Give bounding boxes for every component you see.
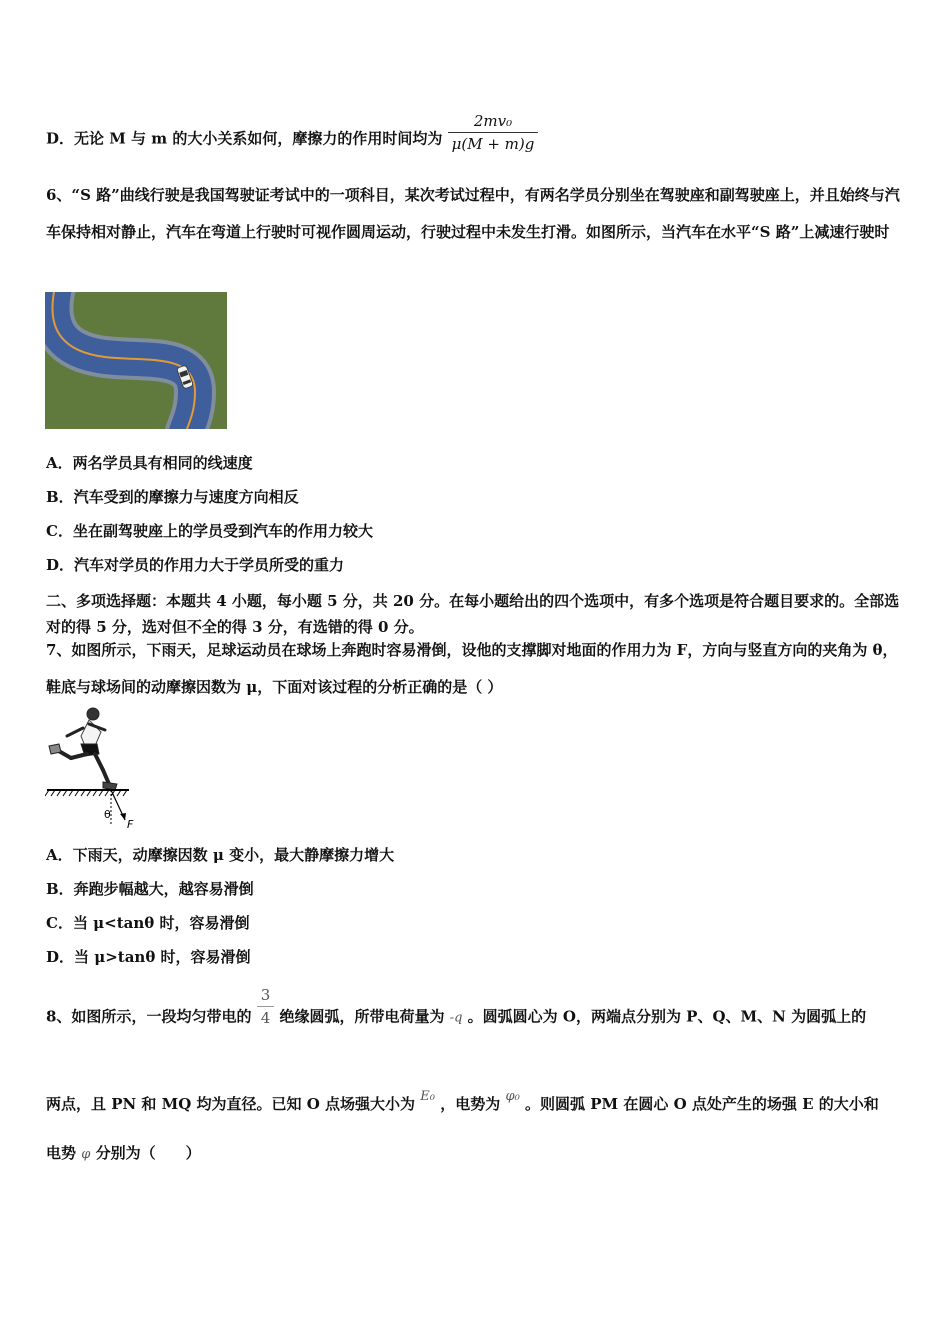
q8-line-1 [46,986,867,1029]
fraction-numerator: 3 [257,984,275,1007]
section2-header: 二、多项选择题：本题共 4 小题，每小题 5 分，共 20 分。在每小题给出的四个选项中，有多个选项是符合题目要求的。全部选对的得 5 分，选对但不全的得 3 分，有选错的得 0 分。 [46,592,900,636]
q7-option-d: D．当 μ>tanθ 时，容易滑倒 [46,948,251,966]
q8-text-2a: 两点，且 PN 和 MQ 均为直径。已知 O 点场强大小为 [46,1095,416,1113]
q8-text-1b: 绝缘圆弧，所带电荷量为 [279,1007,445,1026]
q8-text-1a: 8、如图所示，一段均匀带电的 [46,1007,252,1026]
s-road-figure [45,292,227,429]
q8-phi0: φ₀ [505,1089,520,1104]
q8-phi: φ [81,1147,91,1162]
fraction-denominator: μ(M + m)g [451,135,535,153]
q8-text-3b: 分别为（ ） [95,1144,201,1162]
q8-text-1c: 。圆弧圆心为 O，两端点分别为 P、Q、M、N 为圆弧上的 [467,1007,867,1026]
q8-text-2b: ，电势为 [440,1095,501,1113]
q8-text-2c: 。则圆弧 PM 在圆心 O 点处产生的场强 E 的大小和 [525,1095,879,1113]
force-label: F [127,818,134,831]
runner-figure [45,706,145,832]
q7-option-a: A．下雨天，动摩擦因数 μ 变小，最大静摩擦力增大 [46,846,395,864]
q6-stem: 6、“S 路”曲线行驶是我国驾驶证考试中的一项科目，某次考试过程中，有两名学员分别坐在驾驶座和副驾驶座上，并且始终与汽车保持相对静止，汽车在弯道上行驶时可视作圆周运动，行驶过程中未发生打滑。如图所示，当汽车在水平“S 路”上减速行驶时 [46,186,900,241]
fraction-numerator: 2mv₀ [448,110,539,133]
q8-charge: -q [449,1010,463,1026]
q7-option-b: B．奔跑步幅越大，越容易滑倒 [46,880,254,898]
q8-e0: E₀ [420,1089,435,1104]
q5-option-d-text: D．无论 M 与 m 的大小关系如何，摩擦力的作用时间均为 [46,129,443,148]
theta-label: θ [104,808,111,821]
q6-option-b: B．汽车受到的摩擦力与速度方向相反 [46,488,299,506]
q8-fraction [257,984,275,1029]
q5-option-d [46,112,538,155]
q6-option-d: D．汽车对学员的作用力大于学员所受的重力 [46,556,345,574]
q6-option-a: A．两名学员具有相同的线速度 [46,454,253,472]
runner-icon [49,708,117,790]
q7-option-c: C．当 μ<tanθ 时，容易滑倒 [46,914,250,932]
q8-line-2 [46,1089,879,1116]
q5-option-d-fraction [448,110,539,155]
force-arrowhead [120,813,126,820]
fraction-denominator: 4 [260,1009,271,1027]
q7-stem: 7、如图所示，下雨天，足球运动员在球场上奔跑时容易滑倒，设他的支撑脚对地面的作用力为 F，方向与竖直方向的夹角为 θ，鞋底与球场间的动摩擦因数为 μ，下面对该过程的分析正确的是（ ） [46,641,898,696]
q8-line-3 [46,1143,201,1165]
q8-text-3a: 电势 [46,1144,77,1162]
q6-option-c: C．坐在副驾驶座上的学员受到汽车的作用力较大 [46,522,373,540]
